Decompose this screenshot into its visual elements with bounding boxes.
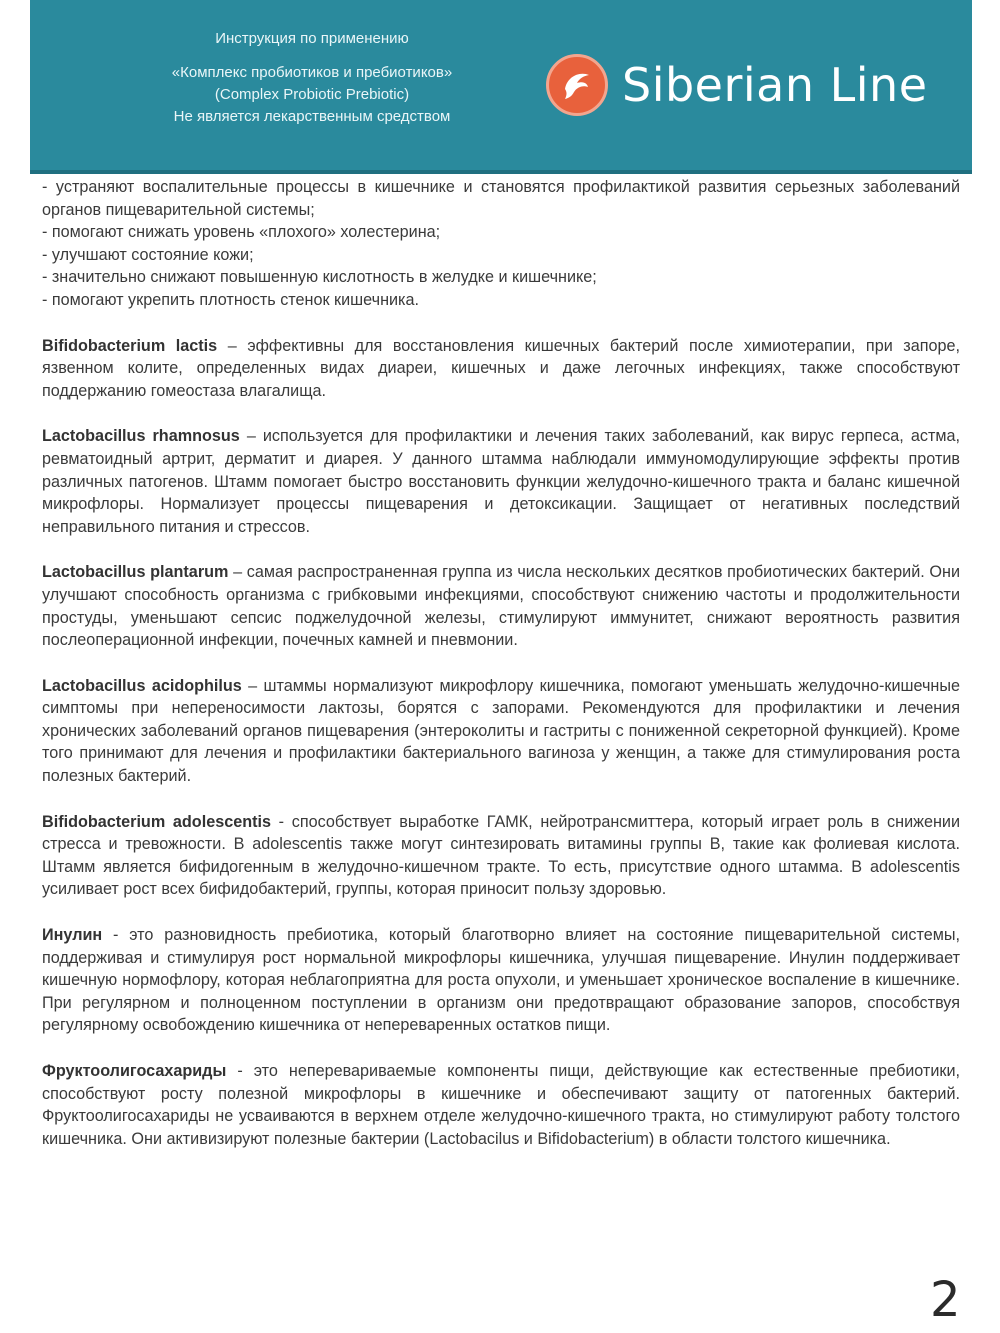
brand-name: Siberian Line <box>622 58 928 112</box>
section-term: Инулин <box>42 926 103 945</box>
disclaimer: Не является лекарственным средством <box>173 108 451 125</box>
section-text: - это разновидность пребиотика, который благотворно влияет на состояние пищеварительной системы, поддерживая и стимулируя рост нормальной микрофлоры кишечника, улучшая пищеварение. Инулин поддерживает кишечную нормофлору, которая неблагоприятна для роста опухоли, и уменьшает хроническое воспаление в кишечнике. При регулярном и полноценном поступлении в организм они предотвращают образование запоров, способствуя регулярному освобождению кишечника от непереваренных остатков пищи. <box>42 926 960 1035</box>
brand-logo <box>546 50 928 120</box>
section-lactobacillus-plantarum <box>42 561 960 651</box>
section-term: Lactobacillus plantarum <box>42 563 229 582</box>
section-term: Lactobacillus acidophilus <box>42 676 242 695</box>
section-fructooligosaccharides <box>42 1060 960 1150</box>
instruction-body <box>42 176 960 1150</box>
list-item: - помогают снижать уровень «плохого» холестерина; <box>42 223 441 242</box>
section-term: Lactobacillus rhamnosus <box>42 427 240 446</box>
section-lactobacillus-rhamnosus <box>42 425 960 538</box>
list-item: - помогают укрепить плотность стенок кишечника. <box>42 290 419 309</box>
brand-logo-icon <box>546 54 608 116</box>
section-text: - способствует выработке ГАМК, нейротрансмиттера, который играет роль в снижении стресса и тревожности. В adolescentis также могут синтезировать витамины группы В, такие как фолиевая кислота. Штамм является бифидогенным в желудочно-кишечном тракте. То есть, присутствие одного штамма. В adolescentis усиливает рост всех бифидобактерий, группы, которая приносит пользу здоровью. <box>42 812 960 899</box>
section-term: Bifidobacterium adolescentis <box>42 812 271 831</box>
product-name-latin: (Complex Probiotic Prebiotic) <box>214 86 410 103</box>
section-term: Bifidobacterium lactis <box>42 336 218 355</box>
section-text: - это неперевариваемые компоненты пищи, действующие как естественные пребиотики, способствуют росту полезной микрофлоры в кишечнике и обеспечивают защиту от патогенных бактерий. Фруктоолигосахариды не усваиваются в верхнем отделе желудочно-кишечного тракта, но стимулируют работу толстого кишечника. Они активизируют полезные бактерии (Lactobacilus и Bifidobacterium) в области толстого кишечника. <box>42 1062 960 1148</box>
product-name: «Комплекс пробиотиков и пребиотиков» <box>171 64 453 81</box>
header-title-block <box>102 28 522 128</box>
section-lactobacillus-acidophilus <box>42 675 960 788</box>
list-item: - значительно снижают повышенную кислотность в желудке и кишечнике; <box>42 268 597 287</box>
section-bifidobacterium-lactis <box>42 335 960 403</box>
page-number: 2 <box>930 1272 961 1328</box>
section-text: – эффективны для восстановления кишечных бактерий после химиотерапии, при запоре, язвенном колите, определенных видах диареи, кишечных и даже легочных инфекциях, также способствуют поддержанию гомеостаза влагалища. <box>42 336 960 400</box>
list-item: - улучшают состояние кожи; <box>42 245 254 264</box>
section-text: – используется для профилактики и лечения таких заболеваний, как вирус герпеса, астма, ревматоидный артрит, дерматит и диарея. У данного штамма наблюдали иммуномодулирующие эффекты против различных патогенов. Штамм помогает быстро восстановить функции желудочно-кишечного тракта и баланс кишечной микрофлоры. Нормализует процессы пищеварения и детоксикации. Защищает от негативных последствий неправильного питания и стрессов. <box>42 427 960 536</box>
section-text: – штаммы нормализуют микрофлору кишечника, помогают уменьшать желудочно-кишечные симптомы при непереносимости лактозы, борятся с запорами. Рекомендуются для профилактики и лечения хронических заболеваний органов пищеварения (энтероколиты и гастриты с пониженной секреторной функцией). Кроме того принимают для лечения и профилактики бактериального вагиноза у женщин, а также для стимулирования роста полезных бактерий. <box>42 676 960 786</box>
section-bifidobacterium-adolescentis <box>42 811 960 901</box>
instruction-title: Инструкция по применению <box>215 30 409 47</box>
header-banner <box>30 0 972 174</box>
section-text: – самая распространенная группа из числа нескольких десятков пробиотических бактерий. Они улучшают способность организма с грибковыми инфекциями, способствуют снижению частоты и продолжительности простуды, уменьшают сепсис поджелудочной железы, стимулируют иммунитет, снижают вероятность развития послеоперационной инфекции, почечных камней и пневмонии. <box>42 563 960 650</box>
section-term: Фруктоолигосахариды <box>42 1062 227 1080</box>
list-item: - устраняют воспалительные процессы в кишечнике и становятся профилактикой развития серьезных заболеваний органов пищеварительной системы; <box>42 178 960 219</box>
section-inulin <box>42 924 960 1037</box>
benefit-list <box>42 176 960 312</box>
